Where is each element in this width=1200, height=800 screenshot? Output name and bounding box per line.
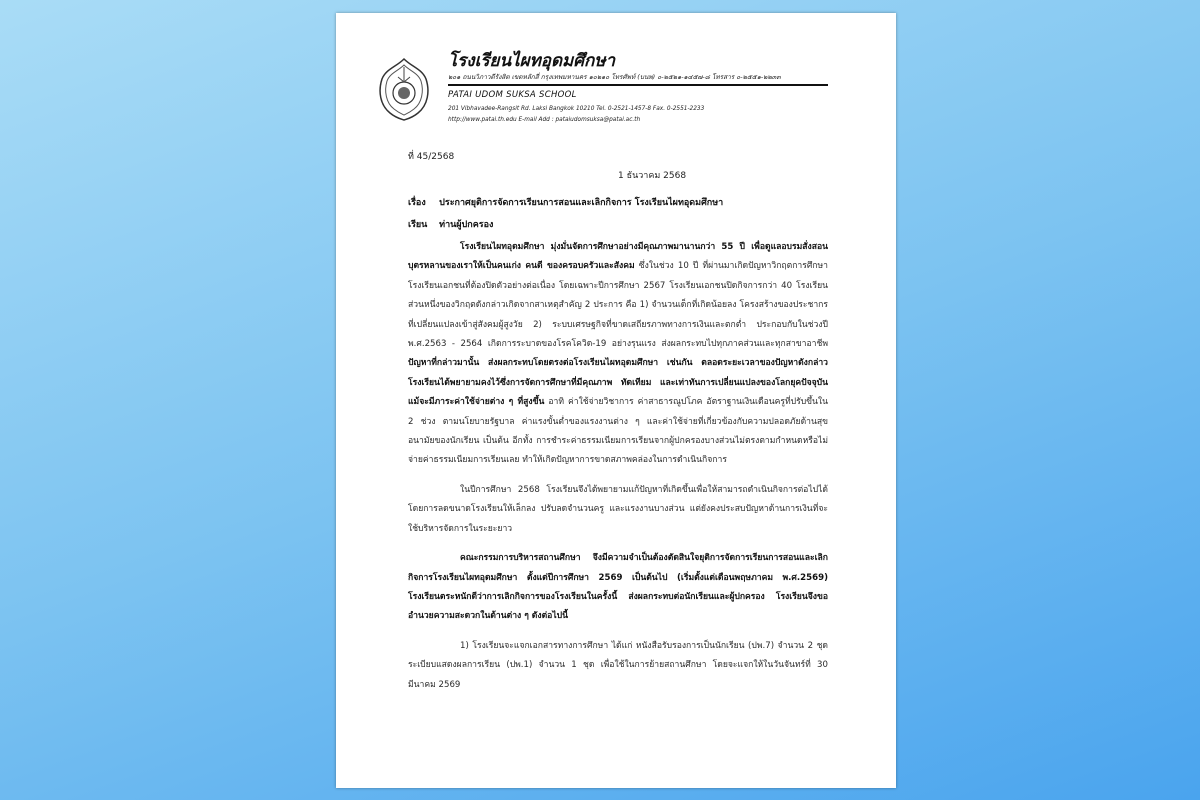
p1-text-2: อาทิ ค่าใช้จ่ายวิชาการ ค่าสาธารณูปโภค อัตราฐานเงินเดือนครูที่ปรับขึ้นใน 2 ช่วง ตามนโยบายรัฐบาล ค่าแรงขั้นต่ำของแรงงานต่าง ๆ และค่าใช้จ่ายที่เกี่ยวข้องกับความปลอดภัยด้านสุขอนามัยของนักเรียน เป็นต้น อีกทั้ง การชำระค่าธรรมเนียมการเรียนจากผู้ปกครองบางส่วนไม่ตรงตามกำหนดหรือไม่จ่ายค่าธรรมเนียมการเรียนเลย ทำให้เกิดปัญหาการขาดสภาพคล่องในการดำเนินกิจการ <box>408 397 828 466</box>
document-date: 1 ธันวาคม 2568 <box>618 171 687 181</box>
letterhead-rule <box>448 84 828 86</box>
paragraph-2: ในปีการศึกษา 2568 โรงเรียนจึงได้พยายามแก้ปัญหาที่เกิดขึ้นเพื่อให้สามารถดำเนินกิจการต่อไปได้ โดยการลดขนาดโรงเรียนให้เล็กลง ปรับลดจำนวนครู และแรงงานบางส่วน แต่ยังคงประสบปัญหาด้านการเงินที่จะใช้บริหารจัดการในระยะยาว <box>408 484 828 534</box>
recipient-text: ท่านผู้ปกครอง <box>439 220 494 230</box>
address-th: ๒๐๑ ถนนวิภาวดีรังสิต เขตหลักสี่ กรุงเทพมหานคร ๑๐๒๑๐ โทรศัพท์ (บนพ) ๐-๒๕๒๑-๑๔๕๗-๘ โทรสาร ๐-๒๕๕๑-๒๒๓๓ <box>448 73 781 81</box>
recipient-line <box>408 217 493 231</box>
p1-bold-1: โรงเรียนไผทอุดมศึกษา มุ่งมั่นจัดการศึกษาอย่างมีคุณภาพมานานกว่า 55 ปี เพื่อดูแลอบรมสั่งสอนบุตรหลานของเราให้เป็นคนเก่ง คนดี ของครอบครัวและสังคม <box>408 242 828 272</box>
school-name-th: โรงเรียนไผทอุดมศึกษา <box>448 51 616 71</box>
letter-body <box>408 238 828 695</box>
letterhead <box>374 51 874 141</box>
subject-line <box>408 195 723 209</box>
subject-label: เรื่อง <box>408 198 426 208</box>
document-number: ที่ 45/2568 <box>408 152 455 162</box>
address-en: 201 Vibhavadee-Rangsit Rd. Laksi Bangkok 10210 Tel. 0-2521-1457-8 Fax. 0-2551-2233 <box>448 106 705 112</box>
p1-text-1: ซึ่งในช่วง 10 ปี ที่ผ่านมาเกิดปัญหาวิกฤตการศึกษาโรงเรียนเอกชนที่ต้องปิดตัวอย่างต่อเนื่อง โดยเฉพาะปีการศึกษา 2567 โรงเรียนเอกชนปิดกิจการกว่า 40 โรงเรียน ส่วนหนึ่งของวิกฤตดังกล่าวเกิดจากสาเหตุสำคัญ 2 ประการ คือ 1) จำนวนเด็กที่เกิดน้อยลง โครงสร้างของประชากรที่เปลี่ยนแปลงเข้าสู่สังคมผู้สูงวัย 2) ระบบเศรษฐกิจที่ขาดเสถียรภาพทางการเงินและตกต่ำ ประกอบกับในช่วงปี พ.ศ.2563 - 2564 เกิดการระบาดของโรคโควิด-19 อย่างรุนแรง ส่งผลกระทบไปทุกภาคส่วนและทุกสาขาอาชีพ <box>408 261 828 350</box>
school-seal-icon <box>374 57 434 121</box>
recipient-label: เรียน <box>408 220 428 230</box>
school-name-en: PATAI UDOM SUKSA SCHOOL <box>448 90 577 100</box>
subject-text: ประกาศยุติการจัดการเรียนการสอนและเลิกกิจการ โรงเรียนไผทอุดมศึกษา <box>439 198 724 208</box>
paragraph-1 <box>408 238 828 471</box>
paragraph-3: คณะกรรมการบริหารสถานศึกษา จึงมีความจำเป็นต้องตัดสินใจยุติการจัดการเรียนการสอนและเลิกกิจการโรงเรียนไผทอุดมศึกษา ตั้งแต่ปีการศึกษา 2569 เป็นต้นไป (เริ่มตั้งแต่เดือนพฤษภาคม พ.ศ.2569) โรงเรียนตระหนักดีว่าการเลิกกิจการของโรงเรียนในครั้งนี้ ส่งผลกระทบต่อนักเรียนและผู้ปกครอง โรงเรียนจึงขออำนวยความสะดวกในด้านต่าง ๆ ดังต่อไปนี้ <box>408 553 828 622</box>
letter-page <box>336 13 896 788</box>
paragraph-4: 1) โรงเรียนจะแจกเอกสารทางการศึกษา ได้แก่ หนังสือรับรองการเป็นนักเรียน (ปพ.7) จำนวน 2 ชุด ระเบียบแสดงผลการเรียน (ปพ.1) จำนวน 1 ชุด เพื่อใช้ในการย้ายสถานศึกษา โดยจะแจกให้ในวันจันทร์ที่ 30 มีนาคม 2569 <box>408 640 828 690</box>
p1-bold-2: ปัญหาที่กล่าวมานั้น ส่งผลกระทบโดยตรงต่อโรงเรียนไผทอุดมศึกษา เช่นกัน ตลอดระยะเวลาของปัญหาดังกล่าว โรงเรียนได้พยายามคงไว้ซึ่งการจัดการศึกษาที่มีคุณภาพ ทัดเทียม และเท่าทันการเปลี่ยนแปลงของโลกยุคปัจจุบัน แม้จะมีภาระค่าใช้จ่ายต่าง ๆ ที่สูงขึ้น <box>408 358 828 408</box>
website-email: http://www.patai.th.edu E-mail Add : pataiudomsuksa@patai.ac.th <box>448 117 641 123</box>
